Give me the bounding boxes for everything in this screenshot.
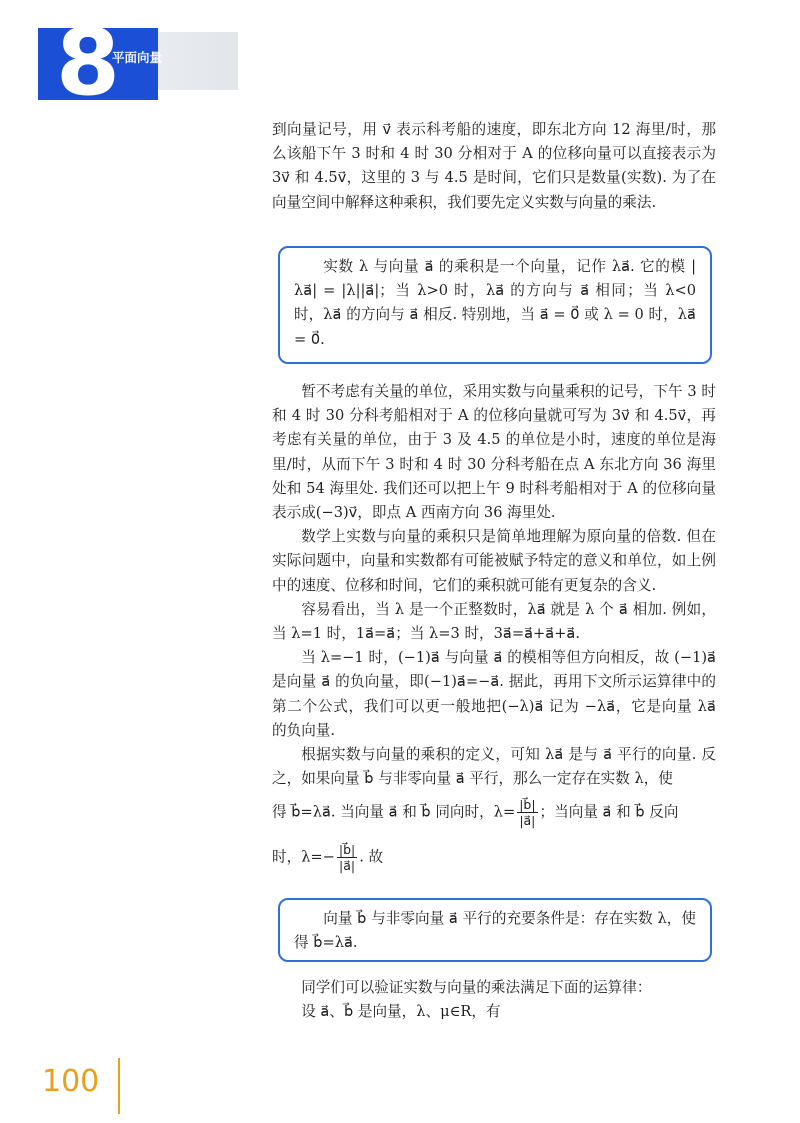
intro-paragraph: 到向量记号，用 v⃗ 表示科考船的速度，即东北方向 12 海里/时，那么该船下午 3 时和 4 时 30 分相对于 A 的位移向量可以直接表示为 3v⃗ 和 4.5v⃗，这里的 3 与 4.5 是时间，它们只是数量(实数). 为了在向量空间中解释这种乘积，我们要先定义实数与向量的乘法.: [272, 121, 716, 211]
chapter-title: 平面向量: [112, 50, 163, 65]
theorem-text: 向量 b⃗ 与非零向量 a⃗ 平行的充要条件是：存在实数 λ，使得 b⃗=λa⃗.: [294, 910, 696, 952]
definition-text: 实数 λ 与向量 a⃗ 的乘积是一个向量，记作 λa⃗. 它的模 |λa⃗| = |λ||a⃗|；当 λ>0 时，λa⃗ 的方向与 a⃗ 相同；当 λ<0 时，λa⃗ 的方向与 a⃗ 相反. 特别地，当 a⃗ = 0⃗ 或 λ = 0 时，λa⃗ = 0⃗.: [294, 258, 696, 348]
paragraph: 暂不考虑有关量的单位，采用实数与向量乘积的记号，下午 3 时和 4 时 30 分科考船相对于 A 的位移向量就可写为 3v⃗ 和 4.5v⃗，再考虑有关量的单位，由于 3 及 4.5 的单位是小时，速度的单位是海里/时，从而下午 3 时和 4 时 30 分科考船在点 A 东北方向 36 海里处和 54 海里处. 我们还可以把上午 9 时科考船相对于 A 的位移向量表示成(−3)v⃗，即点 A 西南方向 36 海里处.: [272, 383, 716, 522]
fraction: $\frac{|b⃗|}{|a⃗|}$: [519, 797, 536, 829]
parallel-formula-line: 得 b⃗=λa⃗. 当向量 a⃗ 和 b⃗ 同向时，λ= $\frac{|b⃗|}{|a⃗|}$ ；当向量 a⃗ 和 b⃗ 反向: [272, 797, 679, 829]
fraction: $\frac{|b⃗|}{|a⃗|}$: [338, 842, 356, 874]
theorem-box: [278, 898, 712, 962]
page-number-divider: [118, 1058, 120, 1114]
closing-line: 设 a⃗、b⃗ 是向量，λ、μ∈R，有: [301, 1003, 501, 1021]
parallel-formula-line: 时，λ=− $\frac{|b⃗|}{|a⃗|}$ . 故: [272, 842, 384, 874]
chapter-number: 8: [56, 9, 119, 116]
definition-box: [278, 246, 712, 364]
main-section: [272, 380, 716, 873]
paragraph: 容易看出，当 λ 是一个正整数时，λa⃗ 就是 λ 个 a⃗ 相加. 例如，当 λ=1 时，1a⃗=a⃗；当 λ=3 时，3a⃗=a⃗+a⃗+a⃗.: [272, 600, 716, 643]
paragraph: 当 λ=−1 时，(−1)a⃗ 与向量 a⃗ 的模相等但方向相反，故 (−1)a⃗ 是向量 a⃗ 的负向量，即(−1)a⃗=−a⃗. 据此，再用下文所示运算律中的第二个公式，我们可以更一般地把(−λ)a⃗ 记为 −λa⃗，它是向量 λa⃗ 的负向量.: [272, 649, 716, 739]
page-number: 100: [42, 1064, 100, 1099]
parallel-paragraph-intro: 根据实数与向量的乘积的定义，可知 λa⃗ 是与 a⃗ 平行的向量. 反之，如果向量 b⃗ 与非零向量 a⃗ 平行，那么一定存在实数 λ，使: [272, 746, 716, 788]
closing-section: [272, 976, 716, 1024]
intro-section: [272, 118, 716, 215]
paragraph: 数学上实数与向量的乘积只是简单地理解为原向量的倍数. 但在实际问题中，向量和实数都有可能被赋予特定的意义和单位，如上例中的速度、位移和时间，它们的乘积就可能有更复杂的含义.: [272, 528, 716, 594]
closing-line: 同学们可以验证实数与向量的乘法满足下面的运算律：: [301, 979, 652, 996]
